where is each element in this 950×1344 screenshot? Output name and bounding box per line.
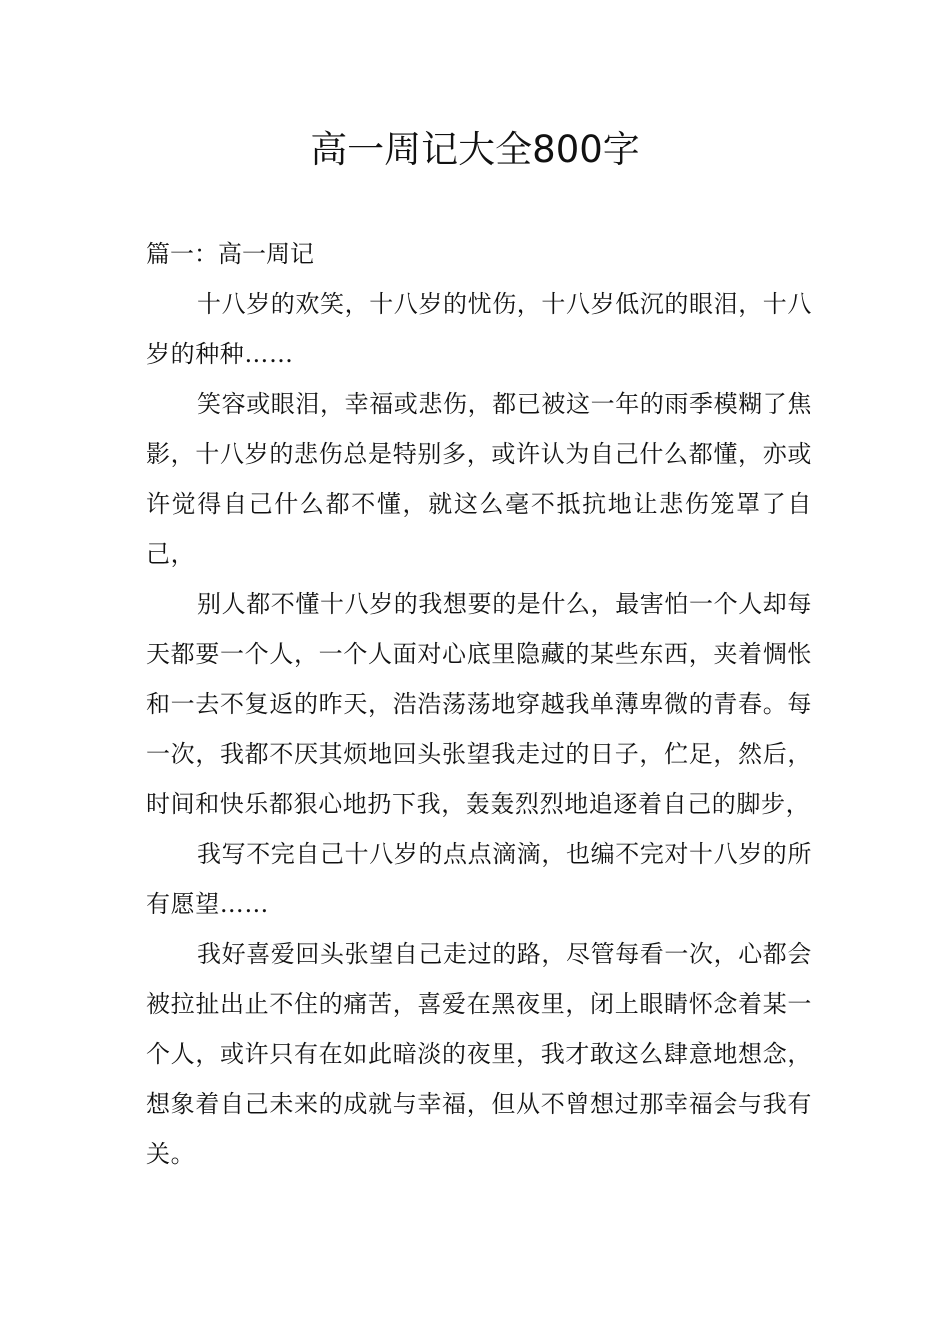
document-body [146, 229, 812, 1179]
paragraph-5: 我好喜爱回头张望自己走过的路，尽管每看一次，心都会被拉扯出止不住的痛苦，喜爱在黑夜里，闭上眼睛怀念着某一个人，或许只有在如此暗淡的夜里，我才敢这么肆意地想念，想象着自己未来的成就与幸福，但从不曾想过那幸福会与我有关。 [146, 940, 812, 1168]
document-title: 高一周记大全800字 [310, 128, 640, 171]
paragraph-3: 别人都不懂十八岁的我想要的是什么，最害怕一个人却每天都要一个人，一个人面对心底里隐藏的某些东西，夹着惆怅和一去不复返的昨天，浩浩荡荡地穿越我单薄卑微的青春。每一次，我都不厌其烦地回头张望我走过的日子，伫足，然后，时间和快乐都狠心地扔下我，轰轰烈烈地追逐着自己的脚步， [146, 590, 812, 818]
section-heading: 篇一：高一周记 [146, 240, 314, 268]
paragraph-1: 十八岁的欢笑，十八岁的忧伤，十八岁低沉的眼泪，十八岁的种种…… [146, 290, 812, 368]
paragraph-2: 笑容或眼泪，幸福或悲伤，都已被这一年的雨季模糊了焦影，十八岁的悲伤总是特别多，或许认为自己什么都懂，亦或许觉得自己什么都不懂，就这么毫不抵抗地让悲伤笼罩了自己， [146, 390, 812, 568]
paragraph-4: 我写不完自己十八岁的点点滴滴，也编不完对十八岁的所有愿望…… [146, 840, 812, 918]
